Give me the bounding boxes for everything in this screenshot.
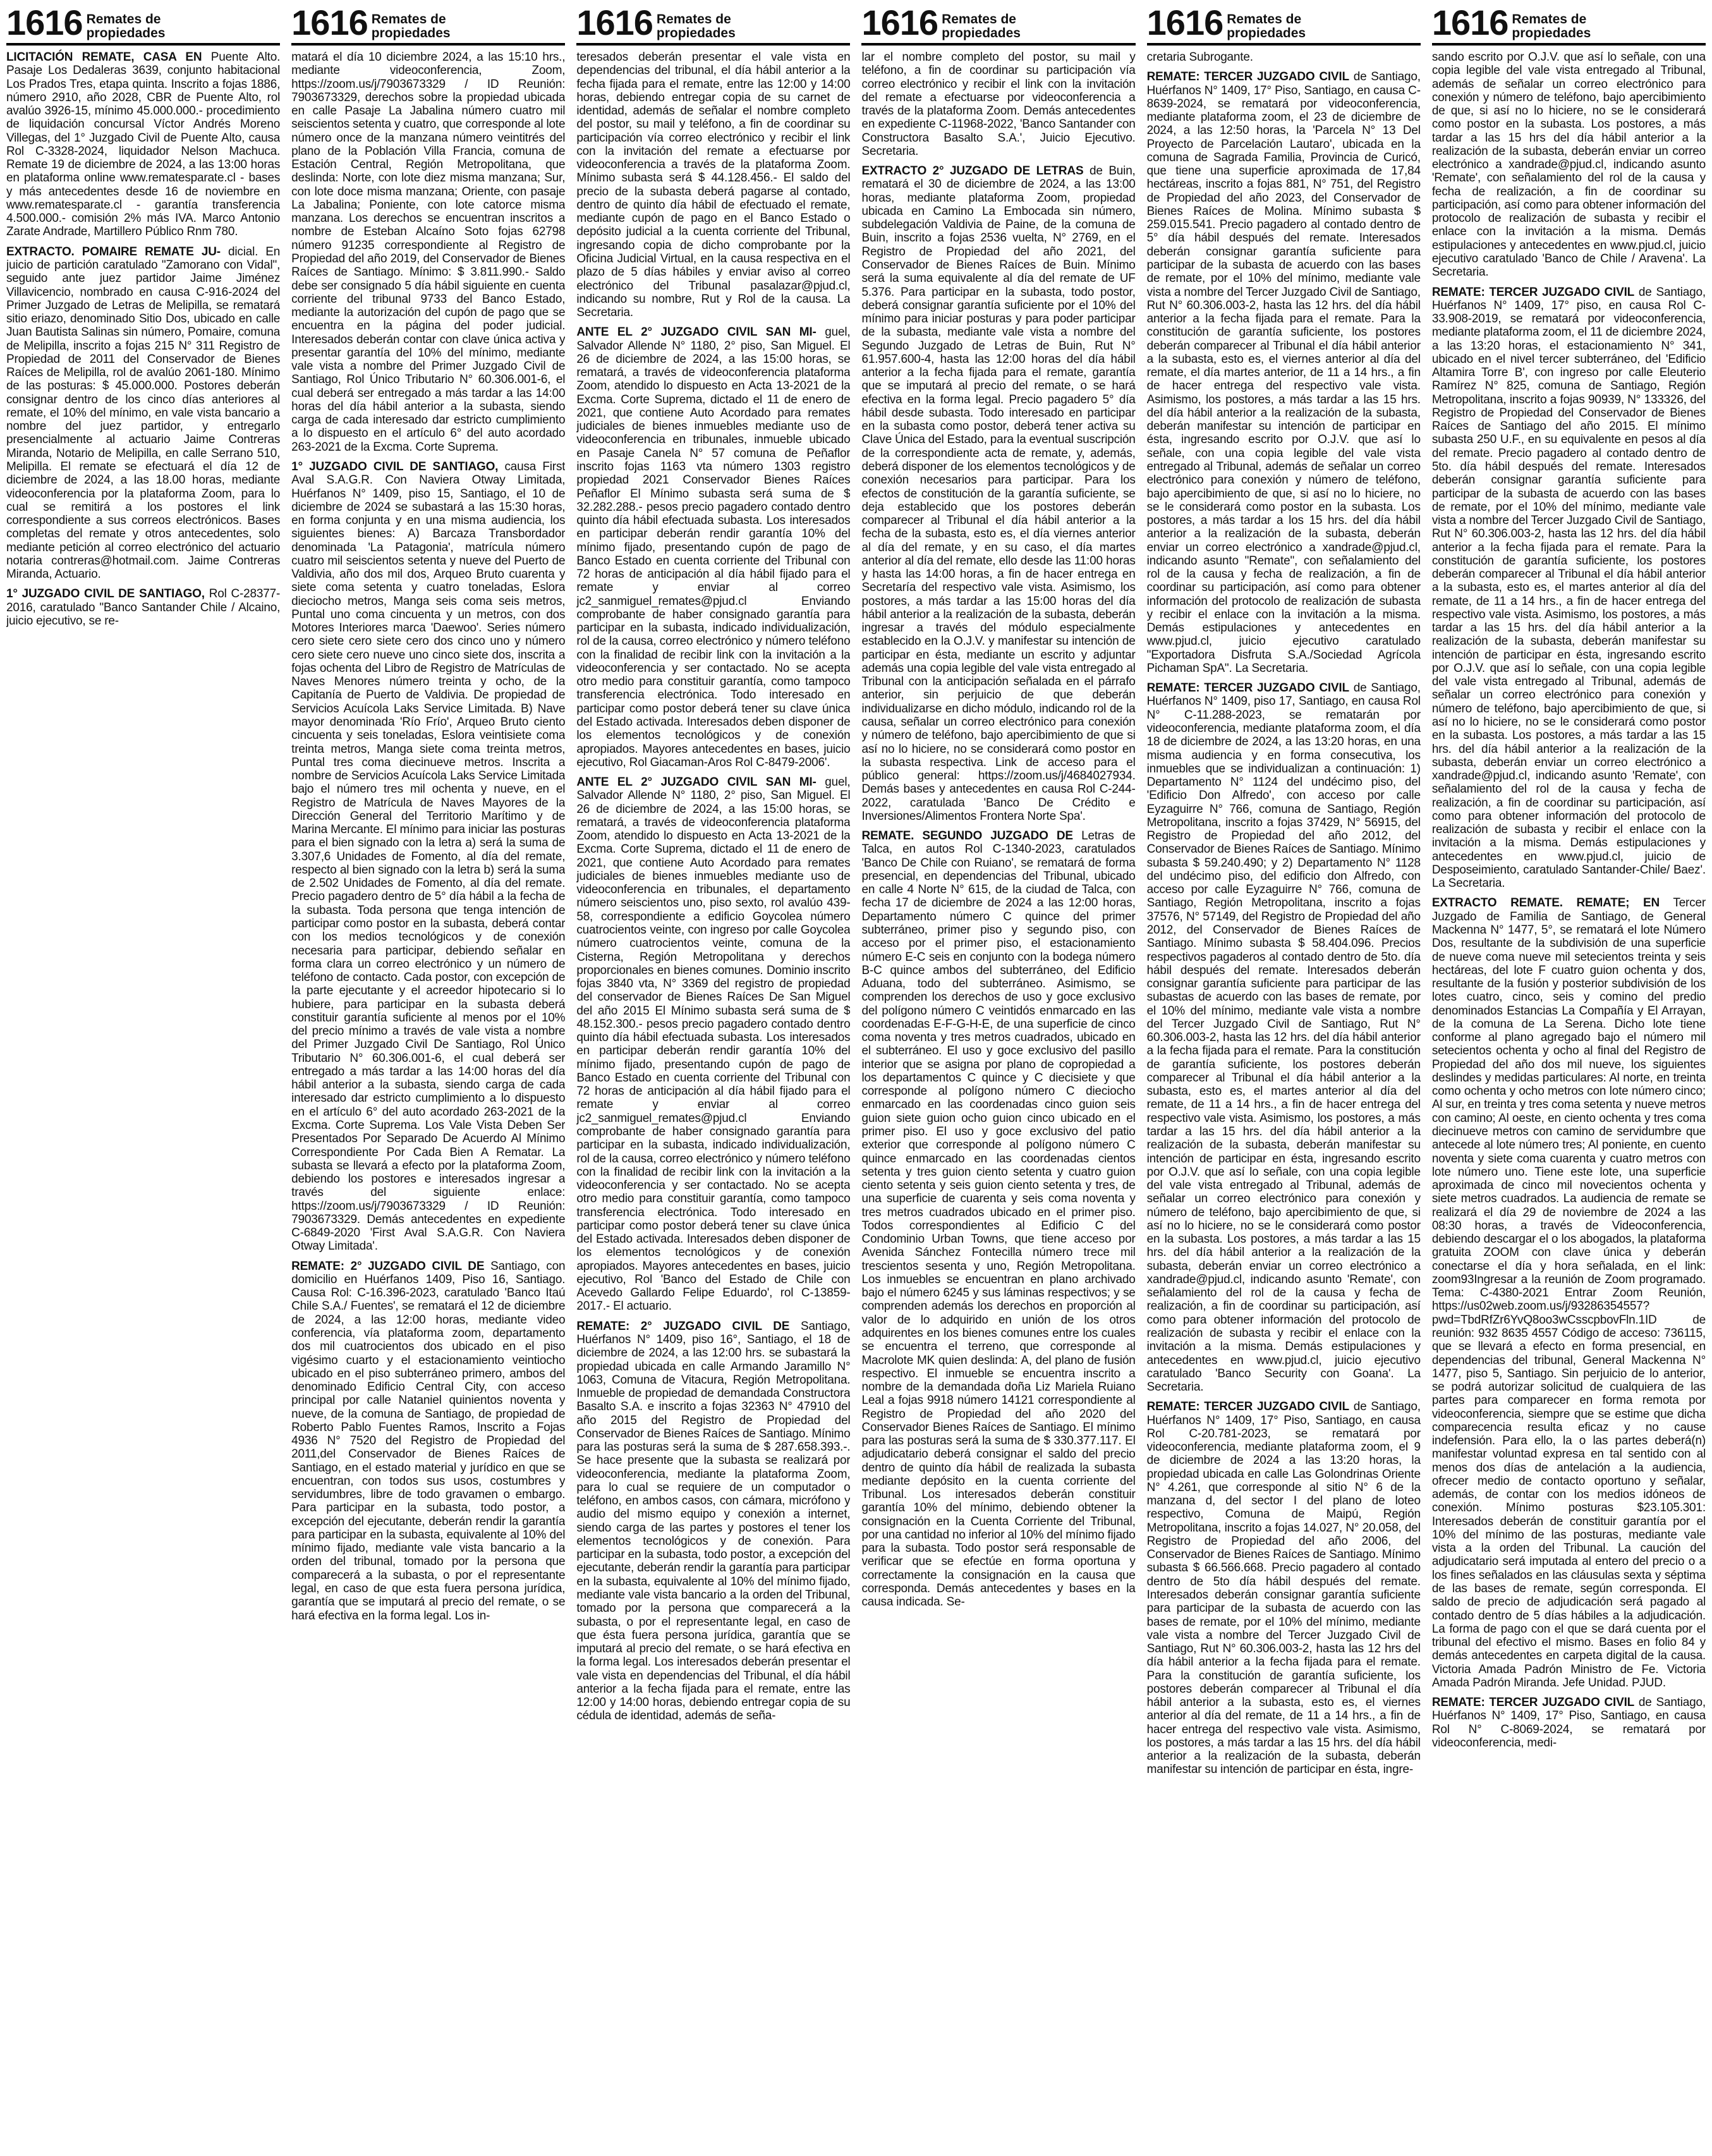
- notice-body: guel, Salvador Allende N° 1180, 2° piso, San Miguel. El 26 de diciembre de 2024, a las 15:00 horas, se rematará, a través de videoconferencia plataforma Zoom, atendido lo dispuesto en Acta 13-2021 de la Excma. Corte Suprema, dictado el 11 de enero de 2021, que contiene Auto Acordado para remates judiciales de bienes inmuebles mediante uso de videoconferencia en tribunales, inmueble ubicado en Pasaje Canela N° 57 comuna de Peñaflor inscrito fojas 1163 vta número 1303 registro propiedad 2021 Conservador Bienes Raíces Peñaflor El Mínimo subasta será suma de $ 32.282.288.- pesos precio pagadero contado dentro quinto día hábil efectuada subasta. Los interesados en participar deberán rendir garantía 10% del mínimo fijado, presentando cupón de pago de Banco Estado en cuenta corriente del Tribunal con 72 horas de anticipación al día hábil fijado para el remate y enviar al correo jc2_sanmiguel_remates@pjud.cl Enviando comprobante de haber consignado garantía para participar en la subasta, indicado individualización, rol de la causa, correo electrónico y número teléfono con la finalidad de recibir link con la invitación a la videoconferencia y ser contactado. No se acepta otro medio para constituir garantía, como tampoco transferencia electrónica. Todo interesado en participar como postor deberá tener su clave única del Estado activada. Interesados deben disponer de los elementos tecnológicos y de conexión apropiados. Mayores antecedentes en bases, juicio ejecutivo, Rol Giacaman-Aros Rol C-8479-2006'.: [576, 326, 851, 769]
- section-code: 1616: [861, 5, 938, 42]
- section-category-line1: Remates de: [942, 11, 1016, 27]
- section-code: 1616: [576, 5, 653, 42]
- classified-column: [6, 5, 280, 2151]
- classified-column: [1432, 5, 1706, 2151]
- notice-lead: EXTRACTO. POMAIRE REMATE JU-: [6, 245, 221, 259]
- classified-column: [861, 5, 1135, 2151]
- section-category: [657, 13, 736, 40]
- notice-body: Rol C-28377-2016, caratulado "Banco Santander Chile / Alcaino, juicio ejecutivo, se re-: [6, 587, 281, 628]
- notice-lead: REMATE: 2° JUZGADO CIVIL DE: [576, 1319, 790, 1333]
- section-code: 1616: [1431, 5, 1509, 42]
- notice-lead: REMATE: 2° JUZGADO CIVIL DE: [291, 1259, 485, 1273]
- classified-notice: [576, 1320, 850, 1723]
- notice-body: de Santiago, Huérfanos N° 1409, 17° Piso, Santiago, en causa Rol C-20.781-2023, se rematará por videoconferencia, mediante plataforma zoom, el 9 de diciembre de 2024 a las 13:20 horas, la propiedad ubicada en calle Las Golondrinas Oriente N° 4.261, que corresponde al sitio N° 6 de la manzana d, del sector I del plano de loteo respectivo, Comuna de Maipú, Región Metropolitana, inscrito a fojas 14.027, N° 20.058, del Registro de Propiedad del año 2006, del Conservador de Bienes Raíces de Santiago. Mínimo subasta $ 66.566.668. Precio pagadero al contado dentro de 5to día hábil después del remate. Interesados deberán consignar garantía suficiente para participar de la subasta de acuerdo con las bases de remate, por el 10% del mínimo, mediante vale vista a nombre del Tercer Juzgado Civil de Santiago, Rut N° 60.306.003-2, hasta las 12 hrs del día hábil anterior a la fecha fijada para el remate. Para la constitución de garantía suficiente, los postores deberán comparecer al Tribunal el día hábil anterior a la subasta, esto es, el viernes anterior al día del remate, de 11 a 14 hrs., a fin de hacer entrega del respectivo vale vista. Asimismo, los postores, a más tardar a las 15 hrs. del día hábil anterior a la realización de la subasta, deberán manifestar su intención de participar en ésta, ingre-: [1146, 1400, 1421, 1777]
- notice-lead: REMATE: TERCER JUZGADO CIVIL: [1146, 681, 1349, 695]
- classified-notice: [861, 829, 1135, 1609]
- section-category: [87, 13, 166, 40]
- classified-notice: [1432, 896, 1706, 1690]
- section-header: [291, 5, 565, 46]
- notice-body: de Santiago, Huérfanos N° 1409, 17° piso, en causa Rol C-33.908-2019, se rematará por videoconferencia, mediante plataforma zoom, el 11 de diciembre 2024, a las 13:20 horas, el estacionamiento N° 341, ubicado en el nivel tercer subterráneo, del 'Edificio Altamira Torre B', con ingreso por calle Eleuterio Ramírez N° 825, comuna de Santiago, Región Metropolitana, inscrito a fojas 90939, N° 133326, del Registro de Propiedad del Conservador de Bienes Raíces de Santiago del año 2015. El mínimo subasta 250 U.F., en su equivalente en pesos al día del remate. Precio pagadero al contado dentro de 5to. día hábil después del remate. Interesados deberán consignar garantía suficiente para participar de la subasta de acuerdo con las bases de remate, por el 10% del mínimo, mediante vale vista a nombre del Tercer Juzgado Civil de Santiago, Rut N° 60.306.003-2, hasta las 12 hrs. del día hábil anterior a la fecha fijada para el remate. Para la constitución de garantía suficiente, los postores deberán comparecer al Tribunal el día hábil anterior a la subasta, esto es, el martes anterior al día del remate, de 11 a 14 hrs., a fin de hacer entrega del respectivo vale vista. Asimismo, los postores, a más tardar a las 15 hrs. del día hábil anterior a la realización de la subasta, deberán manifestar su intención de participar en ésta, ingresando escrito por O.J.V. que así lo señale, con una copia legible del vale vista entregado al Tribunal, además de señalar un correo electrónico para conexión y número de teléfono, bajo apercibimiento de que, si así no lo hiciere, no se le considerará como postor en la subasta. Los postores, a más tardar a las 15 hrs. del día hábil anterior a la realización de la subasta, deberán enviar un correo electrónico a xandrade@pjud.cl, indicando asunto 'Remate', con señalamiento del rol de la causa y fecha de realización, a fin de coordinar su participación, así como para obtener información del protocolo de realización de subasta y recibir el enlace con la invitación a la misma. Demás estipulaciones y antecedentes en www.pjud.cl, juicio de Desposeimiento, caratulado Santander-Chile/ Baez'. La Secretaria.: [1431, 285, 1706, 891]
- section-category-line2: propiedades: [942, 25, 1021, 40]
- section-category-line1: Remates de: [86, 11, 161, 27]
- notice-lead: REMATE: TERCER JUZGADO CIVIL: [1431, 285, 1635, 299]
- section-category: [372, 13, 451, 40]
- section-category: [942, 13, 1021, 40]
- notice-body: de Santiago, Huérfanos N° 1409, 17° Piso, Santiago, en causa Rol N° C-8069-2024, se rematará por videoconferencia, medi-: [1431, 1696, 1706, 1750]
- classified-notice: [576, 326, 850, 769]
- notice-body: sando escrito por O.J.V. que así lo señale, con una copia legible del vale vista entregado al Tribunal, además de señalar un correo electrónico para conexión y número de teléfono, bajo apercibimiento de que, si así no lo hiciere, no se le considerará como postor en la subasta. Los postores, a más tardar a las 15 hrs del día hábil anterior a la realización de la subasta, deberán enviar un correo electrónico a xandrade@pjud.cl, indicando asunto 'Remate', con señalamiento del rol de la causa y fecha de realización, a fin de coordinar su participación, así como para obtener información del protocolo de realización de subasta y recibir el enlace con la invitación a la misma. Demás estipulaciones y antecedentes en www.pjud.cl, juicio ejecutivo caratulado 'Banco de Chile / Aravena'. La Secretaria.: [1431, 51, 1706, 279]
- notice-lead: REMATE: TERCER JUZGADO CIVIL: [1146, 1400, 1349, 1414]
- section-category-line2: propiedades: [86, 25, 166, 40]
- section-code: 1616: [6, 5, 83, 42]
- notice-body: de Buin, rematará el 30 de diciembre de 2024, a las 13:00 horas, mediante plataforma Zoom, propiedad ubicada en Camino La Embocada sin número, subdelegación Valdivia de Paine, de la comuna de Buin, inscrito a fojas 2536 vuelta, N° 2769, en el Registro de Propiedad del año 2021, del Conservador de Bienes Raíces de Buin. Mínimo será la suma equivalente al día del remate de UF 5.376. Para participar en la subasta, todo postor, deberá consignar garantía suficiente por el 10% del mínimo para iniciar posturas y para poder participar de la subasta, mediante vale vista a nombre del Segundo Juzgado de Letras de Buin, Rut N° 61.957.600-4, hasta las 12:00 horas del día hábil anterior a la fecha fijada para el remate, garantía que se imputará al precio del remate, o se hará efectiva en la forma legal. Precio pagadero 5° día hábil desde subasta. Todo interesado en participar en la subasta como postor, deberá tener activa su Clave Única del Estado, para la eventual suscripción de la correspondiente acta de remate, y, además, deberá disponer de los elementos tecnológicos y de conexión necesarios para participar. Para los efectos de constitución de la garantía suficiente, se deja establecido que los postores deberán comparecer al Tribunal el día hábil anterior a la fecha de la subasta, esto es, el día viernes anterior al día del remate, y en su caso, el día martes anterior al día del remate, ello desde las 11:00 horas y hasta las 14:00 horas, a fin de hacer entrega en Secretaría del respectivo vale vista. Asimismo, los postores, a más tardar a las 15:00 horas del día hábil anterior a la realización de la subasta, deberán ingresar a través del módulo especialmente establecido en la O.J.V. y manifestar su intención de participar en ésta, mediante un escrito y adjuntar además una copia legible del vale vista entregado al Tribunal con la anticipación señalada en el párrafo anterior, sin perjuicio de que deberán individualizarse en dicho módulo, indicando rol de la causa, señalar un correo electrónico para conexión y número de teléfono, bajo apercibimiento de que si así no lo hiciere, no se considerará como postor en la subasta respectiva. Link de acceso para el público general: https://zoom.us/j/4684027934. Demás bases y antecedentes en causa Rol C-244-2022, caratulada 'Banco De Crédito e Inversiones/Alimentos Frontera Norte Spa'.: [861, 164, 1136, 823]
- classified-notice: [291, 460, 565, 1253]
- notice-lead: EXTRACTO REMATE. REMATE; EN: [1431, 896, 1660, 910]
- classified-column: [1147, 5, 1421, 2151]
- classified-notice: [1432, 51, 1706, 279]
- classified-notice: [6, 587, 280, 628]
- notice-body: teresados deberán presentar el vale vista en dependencias del tribunal, el día hábil anterior a la fecha fijada para el remate, entre las 12:00 y 14:00 horas, debiendo entregar copia de su carnet de identidad, además de señalar el nombre completo del postor, su mail y teléfono, a fin de coordinar su participación vía correo electrónico y recibir el link con la invitación del remate a efectuarse por videoconferencia a través de la plataforma Zoom. Mínimo subasta será $ 44.128.456.- El saldo del precio de la subasta deberá pagarse al contado, dentro de quinto día hábil de efectuado el remate, mediante cupón de pago en el Banco Estado o depósito judicial a la cuenta corriente del Tribunal, ingresando copia de dicho comprobante por la Oficina Judicial Virtual, en la causa respectiva en el plazo de 5 días hábiles y enviar aviso al correo electrónico del Tribunal pasalazar@pjud.cl, indicando su nombre, Rut y Rol de la causa. La Secretaria.: [576, 51, 851, 320]
- classified-notice: [6, 245, 280, 582]
- classified-notice: [576, 51, 850, 319]
- notice-lead: REMATE: TERCER JUZGADO CIVIL: [1146, 70, 1349, 84]
- section-category-line1: Remates de: [656, 11, 731, 27]
- notice-body: Letras de Talca, en autos Rol C-1340-2023, caratulados 'Banco De Chile con Ruiano', se rematará de forma presencial, en dependencias del Tribunal, ubicado en calle 4 Norte N° 615, de la ciudad de Talca, con fecha 17 de diciembre de 2024 a las 12:00 horas, Departamento número C quince del primer subterráneo, primer piso y segundo piso, con acceso por el primer piso, el estacionamiento número E-C seis en conjunto con la bodega número B-C quince ambos del subterráneo, del Edificio Aduana, todo del subterráneo. Asimismo, se comprenden los derechos de uso y goce exclusivo del polígono número C veintidós enmarcado en las coordenadas E-F-G-H-E, de una superficie de cinco coma noventa y tres metros cuadrados, ubicado en el subterráneo. El uso y goce exclusivo del pasillo interior que se asigna por plano de copropiedad a los departamentos C quince y C diecisiete y que corresponde al polígono número C dieciocho enmarcado en las coordenadas cinco guion seis guion siete guion ocho guion cinco ubicado en el primer piso. El uso y goce exclusivo del patio exterior que corresponde al polígono número C quince enmarcado en las coordenadas cientos setenta y tres guion ciento setenta y cuatro guion ciento setenta y seis guion ciento setenta y tres, de una superficie de cuarenta y seis coma noventa y tres metros cuadrados ubicado en el primer piso. Todos correspondientes al Edificio C del Condominio Urban Towns, que tiene acceso por Avenida Sánchez Fontecilla número trece mil trescientos sesenta y uno, Región Metropolitana. Los inmuebles se encuentran en plano archivado bajo el número 6245 y sus láminas respectivos; y se comprenden además los derechos en proporción al valor de lo adquirido en unión de los otros adquirentes en los bienes comunes entre los cuales se encuentra el terreno, que corresponde al Macrolote MK quien deslinda: A, del plano de fusión respectivo. El inmueble se encuentra inscrito a nombre de la demandada doña Liz Mariela Ruiano Leal a fojas 9918 número 14121 correspondiente al Registro de Propiedad del año 2020 del Conservador Bienes Raíces de Santiago. El mínimo para las posturas será la suma de $ 330.377.117. El adjudicatario deberá consignar el saldo del precio dentro de quinto día hábil de realizada la subasta mediante depósito en la cuenta corriente del Tribunal. Los interesados deberán constituir garantía 10% del mínimo, debiendo obtener la consignación en la Cuenta Corriente del Tribunal, por una cantidad no inferior al 10% del mínimo fijado para la subasta. Todo postor será responsable de verificar que se efectúe en forma oportuna y correctamente la consignación en la causa que corresponda. Demás antecedentes y bases en la causa indicada. Se-: [861, 829, 1136, 1609]
- section-category-line1: Remates de: [371, 11, 446, 27]
- notice-body: causa First Aval S.A.G.R. Con Naviera Otway Limitada, Huérfanos N° 1409, piso 15, Santiago, el 10 de diciembre de 2024 se subastará a las 15:30 horas, en forma conjunta y en una misma audiencia, los siguientes bienes: A) Barcaza Transbordador denominada 'La Patagonia', matrícula número cuatro mil seiscientos setenta y nueve del Puerto de Valdivia, año dos mil dos, Arqueo Bruto cuarenta y siete coma setenta y cuatro toneladas, Eslora dieciocho metros, Manga seis coma seis metros, Puntal uno coma cincuenta y un metros, con dos Motores Interiores marca 'Daewoo'. Series número cero siete cero siete cero dos cinco uno y número cero siete cero nueve uno cinco siete dos, inscrita a fojas ochenta del Libro de Registro de Matrículas de Naves Menores número treinta y ocho, de la Capitanía de Puerto de Valdivia. De propiedad de Servicios Acuícola Laks Service Limitada. B) Nave mayor denominada 'Río Frío', Arqueo Bruto ciento cincuenta y seis toneladas, Eslora veintisiete coma treinta metros, Manga siete coma treinta metros, Puntal tres coma diecinueve metros. Inscrita a nombre de Servicios Acuícola Laks Service Limitada bajo el número tres mil ochenta y nueve, en el Registro de Matrícula de Naves Mayores de la Dirección General del Territorio Marítimo y de Marina Mercante. El mínimo para iniciar las posturas para el bien signado con la letra a) será la suma de 3.307,6 Unidades de Fomento, al día del remate, respecto al bien signado con la letra b) será la suma de 2.502 Unidades de Fomento, al día del remate. Precio pagadero dentro de 5° día hábil a la fecha de la subasta. Toda persona que tenga intención de participar como postor en la subasta, deberá contar con los medios tecnológicos y de conexión necesaria para participar, debiendo señalar en forma clara un correo electrónico y un número de teléfono de contacto. Cada postor, con excepción de la parte ejecutante y el acreedor hipotecario si lo hubiere, para participar en la subasta deberá constituir garantía suficiente al menos por el 10% del precio mínimo a través de vale vista a nombre del Primer Juzgado Civil De Santiago, Rol Único Tributario N° 60.306.001-6, el cual deberá ser entregado a más tardar a las 14:00 horas del día hábil anterior a la subasta, siendo carga de cada interesado dar estricto cumplimiento a lo dispuesto en el artículo 6° del auto acordado 263-2021 de la Excma. Corte Suprema. Los Vale Vista Deben Ser Presentados Por Separado De Acuerdo Al Mínimo Correspondiente Por Cada Bien A Rematar. La subasta se llevará a efecto por la plataforma Zoom, debiendo los postores e interesados ingresar a través del siguiente enlace: https://zoom.us/j/7903673329 / ID Reunión: 7903673329. Demás antecedentes en expediente C-6849-2020 'First Aval S.A.G.R. Con Naviera Otway Limitada'.: [291, 460, 566, 1253]
- notice-lead: ANTE EL 2° JUZGADO CIVIL SAN MI-: [576, 776, 817, 789]
- section-header: [1147, 5, 1421, 46]
- notice-body: de Santiago, Huérfanos N° 1409, piso 17, Santiago, en causa Rol N° C-11.288-2023, se rematarán por videoconferencia, mediante plataforma zoom, el día 18 de diciembre de 2024, a las 13:20 horas, en una misma audiencia y en forma consecutiva, los inmuebles que se individualizan a continuación: 1) Departamento N° 1124 del undécimo piso, del 'Edificio Don Alfredo', con acceso por calle Eyzaguirre N° 766, comuna de Santiago, Región Metropolitana, inscrito a fojas 37429, N° 56915, del Registro de Propiedad del año 2012, del Conservador de Bienes Raíces de Santiago. Mínimo subasta $ 59.240.490; y 2) Departamento N° 1128 del undécimo piso, del edificio don Alfredo, con acceso por calle Eyzaguirre N° 766, comuna de Santiago, Región Metropolitana, inscrito a fojas 37576, N° 57149, del Registro de Propiedad del año 2012, del Conservador de Bienes Raíces de Santiago. Mínimo subasta $ 58.404.096. Precios respectivos pagaderos al contado dentro de 5to. día hábil después del remate. Interesados deberán consignar garantía suficiente para participar de las subastas de acuerdo con las bases de remate, por el 10% del mínimo, mediante vale vista a nombre del Tercer Juzgado Civil de Santiago, Rut N° 60.306.003-2, hasta las 12 hrs. del día hábil anterior a la fecha fijada para el remate. Para la constitución de garantía suficiente, los postores deberán comparecer al Tribunal el día hábil anterior a la subasta, esto es, el martes anterior al día del remate, de 11 a 14 hrs., a fin de hacer entrega del respectivo vale vista. Asimismo, los postores, a más tardar a las 15 hrs. del día hábil anterior a la realización de la subasta, deberán manifestar su intención de participar en ésta, ingresando escrito por O.J.V. que así lo señale, con una copia legible del vale vista entregado al Tribunal, además de señalar un correo electrónico para conexión y número de teléfono, bajo apercibimiento de que, si así no lo hiciere, no se le considerará como postor en la subasta. Los postores, a más tardar a las 15 hrs. del día hábil anterior a la realización de la subasta, deberán enviar un correo electrónico a xandrade@pjud.cl, indicando asunto 'Remate', con señalamiento del rol de la causa y fecha de realización, a fin de coordinar su participación, así como para obtener información del protocolo de realización de subasta y recibir el enlace con la invitación a la misma. Demás estipulaciones y antecedentes en www.pjud.cl, juicio ejecutivo caratulado 'Banco Security con Goana'. La Secretaria.: [1146, 681, 1421, 1394]
- notice-body: Tercer Juzgado de Familia de Santiago, de General Mackenna N° 1477, 5°, se rematará el lote Número Dos, resultante de la subdivisión de una superficie de nueve coma nueve mil setecientos treinta y seis hectáreas, del lote F cuatro guion ochenta y dos, resultante de la fusión y posterior subdivisión de los lotes cuatro, cinco, seis y comino del predio denominados Estancias La Compañía y El Arrayan, de la comuna de La Serena. Dicho lote tiene conforme al plano agregado bajo el número mil setecientos ochenta y ocho al final del Registro de Propiedad del año dos mil nueve, los siguientes deslindes y medidas particulares: Al norte, en treinta como ochenta y ocho metros con lote número cinco; Al sur, en treinta y tres coma setenta y nueve metros con camino; Al oeste, en ciento ochenta y tres coma diecinueve metros con camino de servidumbre que antecede al lote número tres; Al poniente, en cuento noventa y siete coma cuarenta y cuatro metros con lote número uno. Tiene este lote, una superficie aproximada de cinco mil novecientos ochenta y siete metros cuadrados. La audiencia de remate se realizará el día 29 de noviembre de 2024 a las 08:30 horas, a través de Videoconferencia, debiendo descargar el o los abogados, la plataforma gratuita ZOOM con clave única y deberán conectarse el día y hora señalada, en el link: zoom93Ingresar a la reunión de Zoom programado. Tema: C-4380-2021 Entrar Zoom Reunión, https://us02web.zoom.us/j/93286354557?pwd=TbdRfZr6YvQ8oo3wCsscpbovFln.1ID de reunión: 932 8635 4557 Código de acceso: 736115, que se llevará a efecto en forma presencial, en dependencias del tribunal, General Mackenna N° 1477, piso 5, Santiago. Sin perjuicio de lo anterior, se podrá autorizar solicitud de cualquiera de las partes para comparecer en forma remota por videoconferencia, siempre que se estime que dicha comparecencia resulta eficaz y no cause indefensión. Para ello, la o las partes deberá(n) manifestar voluntad expresa en tal sentido con al menos dos días de antelación a la audiencia, ofrecer medio de contacto oportuno y señalar, además, de contar con los medios idóneos de conexión. Mínimo posturas $23.105.301: Interesados deberán de constituir garantía por el 10% del mínimo de las posturas, mediante vale vista a la orden del Tribunal. La caución del adjudicatario será imputada al entero del precio o a los fines señalados en las cláusulas sexta y séptima de las bases de remate, según corresponda. El saldo de precio de adjudicación será pagado al contado dentro de 5 días hábiles a la adjudicación. La forma de pago con el que se dará cuenta por el tribunal del efectivo el mismo. Bases en folio 84 y demás antecedentes en carpeta digital de la causa. Victoria Amada Padrón Ministro de Fe. Victoria Amada Padrón Miranda. Jefe Unidad. PJUD.: [1431, 896, 1706, 1690]
- section-header: [6, 5, 280, 46]
- notice-body: Puente Alto. Pasaje Los Dedaleras 3639, conjunto habitacional Los Prados Tres, etapa quinta. Inscrito a fojas 1886, número 2910, año 2028, CBR de Puente Alto, rol avalúo 3926-15, mínimo 45.000.000.- procedimiento de liquidación concursal Víctor Andrés Moreno Villegas, del 1° Juzgado Civil de Puente Alto, causa Rol C-3328-2024, liquidador Nelson Machuca. Remate 19 de diciembre de 2024, a las 13:00 horas en plataforma online www.rematesparate.cl - bases y más antecedentes desde 16 de noviembre en www.rematesparate.cl - garantía transferencia 4.500.000.- comisión 2% más IVA. Marco Antonio Zarate Andrade, Martillero Público Rnm 780.: [6, 51, 281, 239]
- classified-notice: [861, 164, 1135, 823]
- classified-notice: [1432, 286, 1706, 891]
- notice-lead: 1° JUZGADO CIVIL DE SANTIAGO,: [6, 587, 205, 601]
- classified-notice: [6, 51, 280, 239]
- section-category-line1: Remates de: [1227, 11, 1302, 27]
- classified-notice: [1147, 681, 1421, 1394]
- notice-body: cretaria Subrogante.: [1146, 51, 1253, 64]
- notice-body: dicial. En juicio de partición caratulado "Zamorano con Vidal", seguido ante juez partidor Jaime Jiménez Villavicencio, nombrado en causa C-916-2024 del Primer Juzgado de Letras de Melipilla, se rematará sitio eriazo, denominado Sitio Dos, ubicado en calle Juan Bautista Salinas sin número, Pomaire, comuna de Melipilla, inscrito a fojas 215 N° 311 Registro de Propiedad de 2011 del Conservador de Bienes Raíces de Melipilla, rol de avalúo 2061-180. Mínimo de las posturas: $ 45.000.000. Postores deberán consignar dentro de los cinco días anteriores al remate, el 10% del mínimo, en vale vista bancario a nombre del juez partidor, y entregarlo presencialmente al actuario Jaime Contreras Miranda, Notario de Melipilla, en calle Serrano 510, Melipilla. El remate se efectuará el día 12 de diciembre de 2024, a las 18.00 horas, mediante videoconferencia por la plataforma Zoom, para lo cual se remitirá a los postores el link correspondiente a sus correos electrónicos. Bases completas del remate y otros antecedentes, solo mediante petición al correo electrónico del actuario notaria contreras@hotmail.com. Jaime Contreras Miranda, Actuario.: [6, 245, 281, 582]
- notice-body: matará el día 10 diciembre 2024, a las 15:10 hrs., mediante videoconferencia, Zoom, https://zoom.us/j/7903673329 / ID Reunión: 7903673329, derechos sobre la propiedad ubicada en calle Pasaje La Jabalina número cuatro mil seiscientos setenta y cuatro, que corresponde al lote número once de la manzana número veintitrés del plano de la Población Villa Francia, comuna de Estación Central, Región Metropolitana, que deslinda: Norte, con lote diez misma manzana; Sur, con lote doce misma manzana; Oriente, con pasaje La Jabalina; Poniente, con lote catorce misma manzana. Los derechos se encuentran inscritos a nombre de Esteban Alcaíno Soto fojas 62798 número 91235 correspondiente al Registro de Propiedad del año 2019, del Conservador de Bienes Raíces de Santiago. Mínimo: $ 3.811.990.- Saldo debe ser consignado 5 día hábil siguiente en cuenta corriente del tribunal 9733 del Banco Estado, mediante la autorización del cupón de pago que se encuentra en la página del poder judicial. Interesados deberán contar con clave única activa y presentar garantía del 10% del mínimo, mediante vale vista a nombre del Primer Juzgado Civil de Santiago, Rol Único Tributario N° 60.306.001-6, el cual deberá ser entregado a más tardar a las 14:00 horas del día hábil anterior a la subasta, siendo carga de cada interesado dar estricto cumplimiento a lo dispuesto en el artículo 6° del auto acordado 263-2021 de la Excma. Corte Suprema.: [291, 51, 566, 454]
- section-category-line1: Remates de: [1512, 11, 1587, 27]
- section-code: 1616: [291, 5, 368, 42]
- classified-notice: [1147, 1400, 1421, 1776]
- section-category: [1227, 13, 1306, 40]
- section-category-line2: propiedades: [371, 25, 451, 40]
- classified-notice: [1147, 70, 1421, 675]
- notice-lead: EXTRACTO 2° JUZGADO DE LETRAS: [861, 164, 1084, 178]
- classified-notice: [861, 51, 1135, 158]
- section-header: [1432, 5, 1706, 46]
- notice-lead: LICITACIÓN REMATE, CASA EN: [6, 51, 202, 64]
- notice-body: Santiago, Huérfanos N° 1409, piso 16°, Santiago, el 18 de diciembre de 2024, a las 12:00 hrs. se subastará la propiedad ubicada en calle Armando Jaramillo N° 1063, Comuna de Vitacura, Región Metropolitana. Inmueble de propiedad de demandada Constructora Basalto S.A. e inscrito a fojas 32363 N° 47910 del año 2015 del Registro de Propiedad del Conservador de Bienes Raíces de Santiago. Mínimo para las posturas será la suma de $ 287.658.393.-. Se hace presente que la subasta se realizará por videoconferencia, mediante la plataforma Zoom, para lo cual se requiere de un computador o teléfono, en ambos casos, con cámara, micrófono y audio del mismo equipo y conexión a internet, siendo carga de las partes y postores el tener los elementos tecnológicos y de conexión. Para participar en la subasta, todo postor, a excepción del ejecutante, deberán rendir la garantía para participar en la subasta, equivalente al 10% del mínimo fijado, mediante vale vista bancario a la orden del Tribunal, tomado por la persona que comparecerá a la subasta, o por el representante legal, en caso de que ésta fuera persona jurídica, garantía que se imputará al precio del remate, o se hará efectiva en la forma legal. Los interesados deberán presentar el vale vista en dependencias del Tribunal, el día hábil anterior a la fecha fijada para el remate, entre las 12:00 y 14:00 horas, debiendo entregar copia de su cédula de identidad, además de seña-: [576, 1319, 851, 1723]
- classified-notice: [291, 1260, 565, 1623]
- notice-body: guel, Salvador Allende N° 1180, 2° piso, San Miguel. El 26 de diciembre de 2024, a las 15:00 horas, se rematará, a través de videoconferencia plataforma Zoom, atendido lo dispuesto en Acta 13-2021 de la Excma. Corte Suprema, dictado el 11 de enero de 2021, que contiene Auto Acordado para remates judiciales de bienes inmuebles mediante uso de videoconferencia en tribunales, el departamento número seiscientos uno, piso sexto, rol avalúo 439-58, correspondiente a edificio Goycolea número cuatrocientos veinte, con ingreso por calle Goycolea número cuatrocientos veinte, comuna de la Cisterna, Región Metropolitana y derechos proporcionales en bienes comunes. Dominio inscrito fojas 3840 vta, N° 3369 del registro de propiedad del conservador de Bienes Raíces De San Miguel del año 2015 El Mínimo subasta será suma de $ 48.152.300.- pesos precio pagadero contado dentro quinto día hábil efectuada subasta. Los interesados en participar deberán rendir garantía 10% del mínimo fijado, presentando cupón de pago de Banco Estado en cuenta corriente del Tribunal con 72 horas de anticipación al día hábil fijado para el remate y enviar al correo jc2_sanmiguel_remates@pjud.cl Enviando comprobante de haber consignado garantía para participar en la subasta, indicado individualización, rol de la causa, correo electrónico y número teléfono con la finalidad de recibir link con la invitación a la videoconferencia y ser contactado. No se acepta otro medio para constituir garantía, como tampoco transferencia electrónica. Todo interesado en participar como postor deberá tener su clave única del Estado activada. Interesados deben disponer de los elementos tecnológicos y de conexión apropiados. Mayores antecedentes en bases, juicio ejecutivo, Rol 'Banco del Estado de Chile con Acevedo Gallardo Felipe Eduardo', rol C-13859-2017.- El actuario.: [576, 776, 851, 1313]
- classified-column: [291, 5, 565, 2151]
- section-category-line2: propiedades: [1227, 25, 1306, 40]
- section-category-line2: propiedades: [1512, 25, 1591, 40]
- notice-lead: ANTE EL 2° JUZGADO CIVIL SAN MI-: [576, 326, 817, 339]
- notice-body: lar el nombre completo del postor, su mail y teléfono, a fin de coordinar su participación vía correo electrónico y recibir el link con la invitación del remate a efectuarse por videoconferencia a través de la plataforma Zoom. Demás antecedentes en expediente C-11968-2022, 'Banco Santander con Constructora Basalto S.A.', Juicio Ejecutivo. Secretaria.: [861, 51, 1136, 158]
- notice-lead: 1° JUZGADO CIVIL DE SANTIAGO,: [291, 460, 499, 473]
- classified-notice: [1432, 1696, 1706, 1750]
- section-category-line2: propiedades: [656, 25, 736, 40]
- classified-notice: [1147, 51, 1421, 64]
- classified-notice: [576, 776, 850, 1313]
- section-category: [1512, 13, 1591, 40]
- section-code: 1616: [1146, 5, 1223, 42]
- notice-body: Santiago, con domicilio en Huérfanos 1409, Piso 16, Santiago. Causa Rol: C-16.396-2023, caratulado 'Banco Itaú Chile S.A./ Fuentes', se rematará el 12 de diciembre de 2024, a las 12:00 horas, mediante video conferencia, vía plataforma zoom, departamento dos mil cuatrocientos dos ubicado en el piso vigésimo cuarto y el estacionamiento veintiocho ubicado en el piso subterráneo primero, ambos del denominado Edificio Central City, con acceso principal por calle Nataniel quinientos noventa y nueve, de la comuna de Santiago, de propiedad de Roberto Pablo Fuentes Ramos, Inscrito a Fojas 4936 N° 7520 del Registro de Propiedad del 2011,del Conservador de Bienes Raíces de Santiago, en el estado material y jurídico en que se encuentran, con todos sus usos, costumbres y servidumbres, libre de todo gravamen o embargo. Para participar en la subasta, todo postor, a excepción del ejecutante, deberán rendir la garantía para participar en la subasta, equivalente al 10% del mínimo fijado, mediante vale vista bancario a la orden del tribunal, tomado por la persona que comparecerá a la subasta, o por el representante legal, en caso de que esta fuera persona jurídica, garantía que se imputará al precio del remate, o se hará efectiva en la forma legal. Los in-: [291, 1259, 566, 1623]
- classified-notice: [291, 51, 565, 454]
- notice-lead: REMATE: TERCER JUZGADO CIVIL: [1431, 1696, 1635, 1710]
- notice-body: de Santiago, Huérfanos N° 1409, 17° Piso, Santiago, en causa C-8639-2024, se rematará por videoconferencia, mediante plataforma zoom, el 23 de diciembre de 2024, a las 12:50 horas, la 'Parcela N° 13 Del Proyecto de Parcelación Lautaro', ubicada en la comuna de Sagrada Familia, Provincia de Curicó, que tiene una superficie aproximada de 17,84 hectáreas, inscrito a fojas 881, N° 751, del Registro de Propiedad del año 2023, del Conservador de Bienes Raíces de Molina. Mínimo subasta $ 259.015.541. Precio pagadero al contado dentro de 5° día hábil después del remate. Interesados deberán consignar garantía suficiente para participar de la subasta de acuerdo con las bases de remate, por el 10% del mínimo, mediante vale vista a nombre del Tercer Juzgado Civil de Santiago, Rut N° 60.306.003-2, hasta las 12 hrs. del día hábil anterior a la fecha fijada para el remate. Para la constitución de garantía suficiente, los postores deberán comparecer al Tribunal el día hábil anterior a la subasta, esto es, el viernes anterior al día del remate, el día martes anterior, de 11 a 14 hrs., a fin de hacer entrega del respectivo vale vista. Asimismo, los postores, a más tardar a las 15 hrs. del día hábil anterior a la realización de la subasta, deberán manifestar su intención de participar en ésta, ingresando escrito por O.J.V. que así lo señale, con una copia legible del vale vista entregado al Tribunal, además de señalar un correo electrónico para conexión y número de teléfono, bajo apercibimiento de que, si así no lo hiciere, no se le considerará como postor en la subasta. Los postores, a más tardar a los 15 hrs. del día hábil anterior a la realización de la subasta, deberán enviar un correo electrónico a xandrade@pjud.cl, indicando asunto "Remate", con señalamiento del rol de la causa y fecha de realización, a fin de coordinar su participación, así como para obtener información del protocolo de realización de subasta y recibir el enlace con la invitación a la misma. Demás estipulaciones y antecedentes en www.pjud.cl, juicio ejecutivo caratulado "Exportadora Disfruta S.A./Sociedad Agrícola Pichaman SpA". La Secretaria.: [1146, 70, 1421, 675]
- classified-column: [576, 5, 850, 2151]
- notice-lead: REMATE. SEGUNDO JUZGADO DE: [861, 829, 1073, 843]
- section-header: [861, 5, 1135, 46]
- section-header: [576, 5, 850, 46]
